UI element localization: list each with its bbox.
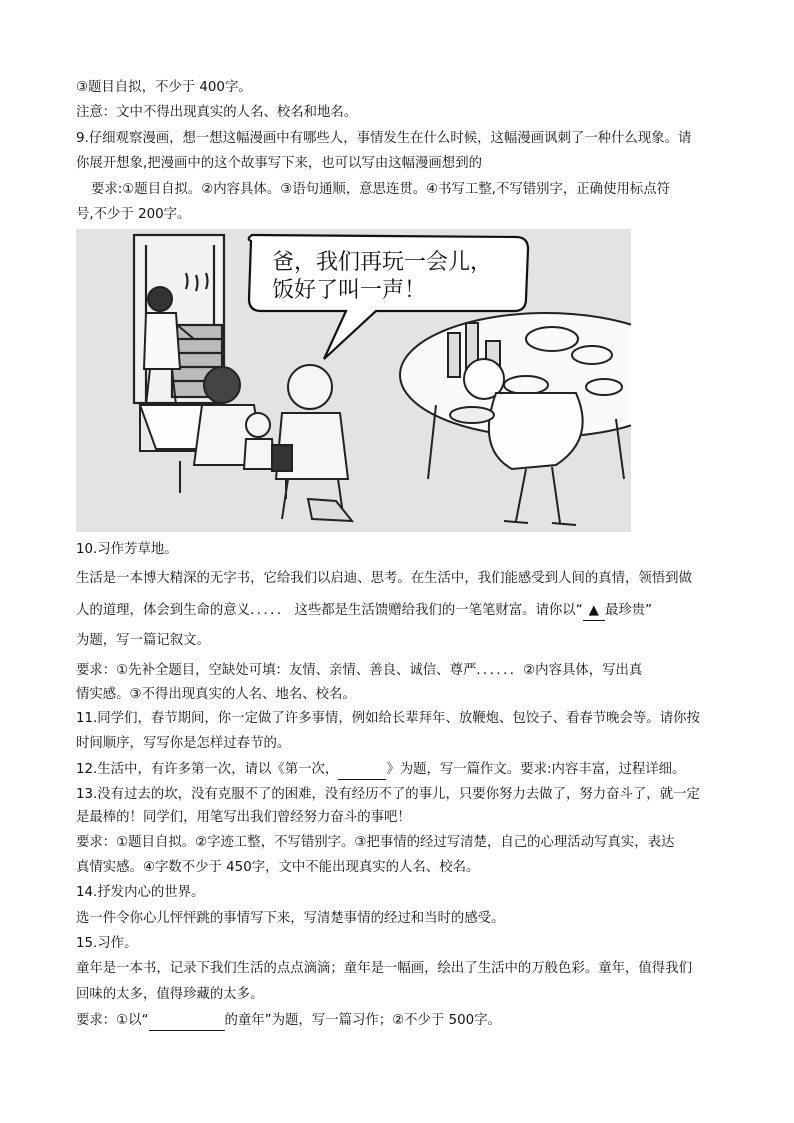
requirement-text: 要求:①题目自拟。②内容具体。③语句通顺，意思连贯。④书写工整,不写错别字，正确使用标点符 [91,182,671,197]
requirement-text: 要求：①先补全题目，空缺处可填：友情、亲情、善良、诚信、尊严．．．．．．②内容具体，写出真 [76,663,643,678]
text-line [76,602,652,621]
question-14: 14.抒发内心的世界。 [76,885,205,900]
text-line: 注意：文中不得出现真实的人名、校名和地名。 [76,105,358,120]
speech-line-2: 饭好了叫一声！ [272,278,427,303]
text-line: 号,不少于 200字。 [76,207,191,222]
requirement-text: 要求：①题目自拟。②字迹工整，不写错别字。③把事情的经过写清楚，自己的心理活动写真实，表达 [76,835,675,850]
question-11: 11.同学们，春节期间，你一定做了许多事情，例如给长辈拜年、放鞭炮、包饺子、看春节晚会等。请你按 [76,711,700,726]
text-line: 真情实感。④字数不少于 450字，文中不能出现真实的人名、校名。 [76,860,480,875]
answer-blank [149,1012,225,1031]
text-segment: 要求：①以“ [76,1013,149,1028]
question-15: 15.习作。 [76,936,138,951]
text-line: 生活是一本博大精深的无字书，它给我们以启迪、思考。在生活中，我们能感受到人间的真情，领悟到做 [76,571,692,586]
answer-blank [338,761,386,780]
text-line: 时间顺序，写写你是怎样过春节的。 [76,736,291,751]
text-segment: 的童年”为题，写一篇习作；②不少于 500字。 [224,1013,501,1028]
text-line: ③题目自拟，不少于 400字。 [76,80,252,95]
text-segment: 人的道理，体会到生命的意义．．．．． 这些都是生活馈赠给我们的一笔笔财富。请你以“ [76,603,583,618]
text-line: 是最棒的！同学们，用笔写出我们曾经努力奋斗的事吧！ [76,810,411,825]
text-line: 选一件令你心儿怦怦跳的事情写下来，写清楚事情的经过和当时的感受。 [76,911,505,926]
text-line: 回味的太多，值得珍藏的太多。 [76,987,264,1002]
text-line: 童年是一本书，记录下我们生活的点点滴滴；童年是一幅画，绘出了生活中的万般色彩。童年，值得我们 [76,961,692,976]
cartoon-image [76,229,631,532]
text-segment: 最珍贵” [604,603,653,618]
text-line: 你展开想象,把漫画中的这个故事写下来，也可以写由这幅漫画想到的 [76,156,482,171]
title-blank: ▲ [583,602,605,621]
question-9: 9.仔细观察漫画，想一想这幅漫画中有哪些人，事情发生在什么时候，这幅漫画讽刺了一种什么现象。请 [76,131,692,146]
question-12 [76,761,685,780]
text-line: 情实感。③不得出现真实的人名、地名、校名。 [76,687,356,702]
text-segment: 12.生活中，有许多第一次，请以《第一次， [76,762,339,777]
requirement-text [76,1012,501,1031]
speech-line-1: 爸，我们再玩一会儿， [272,250,493,275]
text-segment: 》为题，写一篇作文。要求:内容丰富，过程详细。 [386,762,686,777]
question-10: 10.习作芳草地。 [76,542,178,557]
text-line: 为题，写一篇记叙文。 [76,633,210,648]
question-13: 13.没有过去的坎，没有克服不了的困难，没有经历不了的事儿，只要你努力去做了，努力奋斗了，就一定 [76,787,700,802]
